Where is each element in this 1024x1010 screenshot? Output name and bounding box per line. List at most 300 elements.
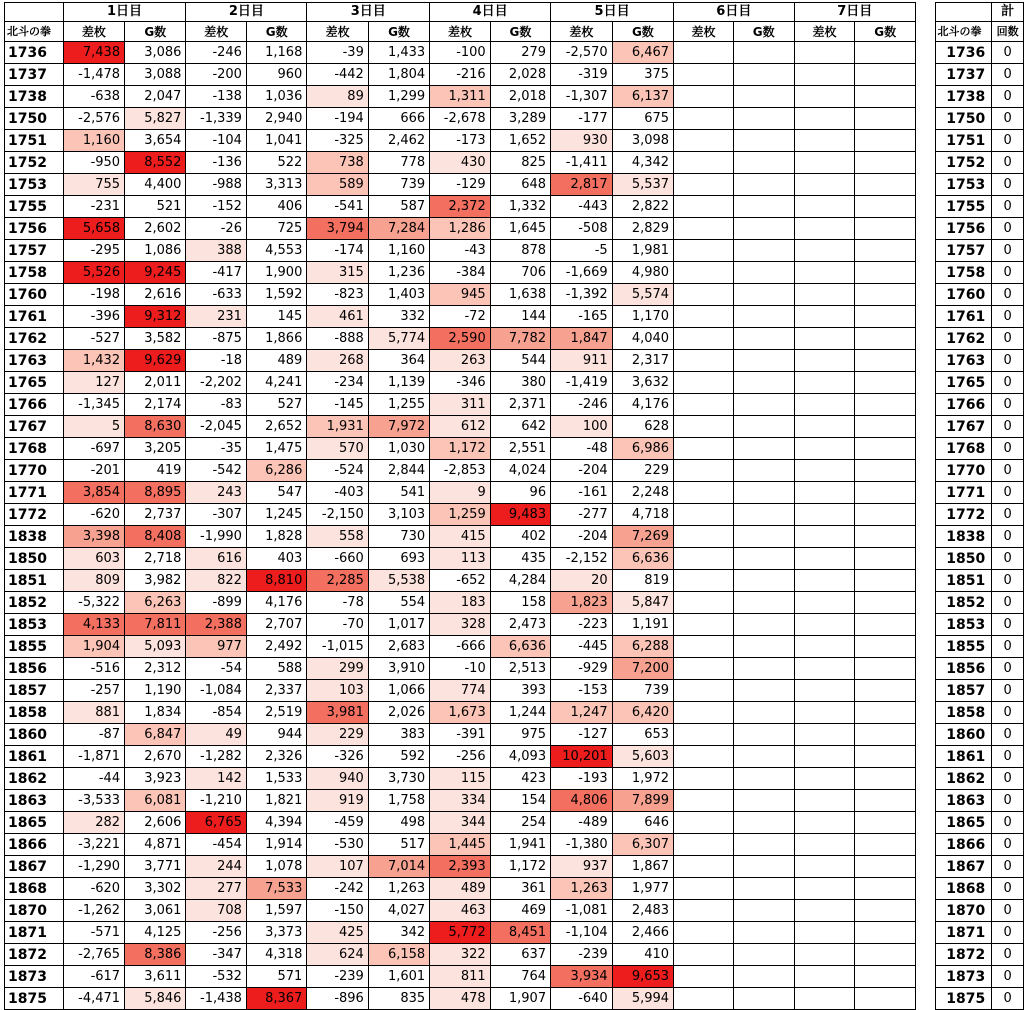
table-row (5, 614, 1024, 636)
diff-cell: 1,445 (430, 834, 491, 856)
empty-cell (855, 86, 916, 108)
games-cell: 637 (490, 944, 550, 966)
table-row (5, 152, 1024, 174)
diff-cell: -129 (430, 174, 491, 196)
empty-cell (794, 86, 855, 108)
games-cell: 1,244 (490, 702, 550, 724)
spacer-cell (916, 680, 936, 702)
diff-cell: -136 (186, 152, 247, 174)
games-cell: 6,636 (612, 548, 673, 570)
spacer-cell (916, 614, 936, 636)
games-cell: 8,810 (246, 570, 306, 592)
diff-cell: -204 (551, 526, 613, 548)
count-cell: 0 (992, 812, 1024, 834)
diff-cell: -396 (63, 306, 125, 328)
empty-cell (733, 856, 794, 878)
diff-cell: 708 (186, 900, 247, 922)
machine-number: 1738 (5, 86, 64, 108)
diff-cell: 5,772 (430, 922, 491, 944)
diff-cell: 3,934 (551, 966, 613, 988)
diff-cell: -459 (307, 812, 369, 834)
games-cell: 2,492 (246, 636, 306, 658)
games-cell: 403 (246, 548, 306, 570)
diff-cell: 2,393 (430, 856, 491, 878)
empty-cell (733, 284, 794, 306)
diff-cell: -70 (307, 614, 369, 636)
diff-cell: -445 (551, 636, 613, 658)
empty-cell (674, 262, 734, 284)
diff-cell: -200 (186, 64, 247, 86)
empty-cell (794, 966, 855, 988)
games-cell: 648 (490, 174, 550, 196)
empty-cell (794, 284, 855, 306)
empty-cell (794, 526, 855, 548)
games-cell: 587 (368, 196, 429, 218)
diff-cell: -295 (63, 240, 125, 262)
machine-number: 1765 (5, 372, 64, 394)
diff-cell: -2,576 (63, 108, 125, 130)
games-cell: 2,466 (612, 922, 673, 944)
empty-cell (674, 966, 734, 988)
empty-cell (674, 702, 734, 724)
games-cell: 3,582 (125, 328, 186, 350)
empty-cell (794, 504, 855, 526)
empty-cell (674, 614, 734, 636)
table-row (5, 900, 1024, 922)
diff-cell: -239 (551, 944, 613, 966)
diff-cell: -194 (307, 108, 369, 130)
empty-cell (733, 570, 794, 592)
empty-cell (674, 64, 734, 86)
diff-subheader: 差枚 (63, 22, 125, 42)
diff-cell: -193 (551, 768, 613, 790)
empty-cell (674, 86, 734, 108)
diff-cell: -660 (307, 548, 369, 570)
games-cell: 2,513 (490, 658, 550, 680)
diff-cell: -10 (430, 658, 491, 680)
count-cell: 0 (992, 878, 1024, 900)
count-cell: 0 (992, 372, 1024, 394)
machine-number-right: 1760 (935, 284, 992, 306)
count-cell: 0 (992, 306, 1024, 328)
table-row (5, 988, 1024, 1010)
machine-number: 1853 (5, 614, 64, 636)
empty-cell (855, 240, 916, 262)
diff-cell: -5,322 (63, 592, 125, 614)
count-cell: 0 (992, 922, 1024, 944)
empty-cell (733, 174, 794, 196)
diff-cell: -888 (307, 328, 369, 350)
diff-cell: 478 (430, 988, 491, 1010)
machine-number-right: 1758 (935, 262, 992, 284)
diff-cell: -54 (186, 658, 247, 680)
diff-cell: -875 (186, 328, 247, 350)
machine-number: 1868 (5, 878, 64, 900)
machine-number: 1860 (5, 724, 64, 746)
empty-cell (794, 900, 855, 922)
diff-cell: -542 (186, 460, 247, 482)
diff-cell: 755 (63, 174, 125, 196)
games-cell: 1,597 (246, 900, 306, 922)
machine-number: 1851 (5, 570, 64, 592)
empty-cell (674, 152, 734, 174)
diff-cell: -2,152 (551, 548, 613, 570)
empty-cell (855, 922, 916, 944)
diff-cell: -2,678 (430, 108, 491, 130)
table-row (5, 504, 1024, 526)
games-cell: 1,017 (368, 614, 429, 636)
diff-cell: 489 (430, 878, 491, 900)
table-row (5, 130, 1024, 152)
games-cell: 819 (612, 570, 673, 592)
empty-cell (674, 592, 734, 614)
games-cell: 6,986 (612, 438, 673, 460)
games-cell: 1,036 (246, 86, 306, 108)
diff-cell: -1,307 (551, 86, 613, 108)
empty-cell (733, 416, 794, 438)
diff-cell: -231 (63, 196, 125, 218)
count-cell: 0 (992, 746, 1024, 768)
diff-cell: -87 (63, 724, 125, 746)
spacer-cell (916, 130, 936, 152)
empty-cell (733, 658, 794, 680)
empty-cell (794, 680, 855, 702)
games-cell: 1,078 (246, 856, 306, 878)
diff-cell: -127 (551, 724, 613, 746)
diff-cell: -2,150 (307, 504, 369, 526)
diff-cell: 1,263 (551, 878, 613, 900)
games-cell: 4,176 (612, 394, 673, 416)
machine-number: 1770 (5, 460, 64, 482)
empty-cell (733, 988, 794, 1010)
empty-cell (855, 262, 916, 284)
diff-cell: -442 (307, 64, 369, 86)
diff-cell: -1,339 (186, 108, 247, 130)
diff-cell: 811 (430, 966, 491, 988)
games-cell: 642 (490, 416, 550, 438)
empty-cell (855, 812, 916, 834)
empty-cell (794, 42, 855, 64)
diff-cell: 1,286 (430, 218, 491, 240)
spacer-cell (916, 306, 936, 328)
empty-cell (674, 218, 734, 240)
count-cell: 0 (992, 856, 1024, 878)
empty-cell (674, 658, 734, 680)
empty-cell (794, 460, 855, 482)
machine-number-right: 1862 (935, 768, 992, 790)
table-row (5, 196, 1024, 218)
diff-cell: -516 (63, 658, 125, 680)
empty-cell (733, 834, 794, 856)
table-row (5, 240, 1024, 262)
diff-cell: 5,526 (63, 262, 125, 284)
games-cell: 2,940 (246, 108, 306, 130)
games-cell: 145 (246, 306, 306, 328)
games-cell: 4,980 (612, 262, 673, 284)
games-subheader: G数 (246, 22, 306, 42)
games-cell: 1,972 (612, 768, 673, 790)
games-cell: 3,086 (125, 42, 186, 64)
diff-cell: -1,104 (551, 922, 613, 944)
table-row (5, 790, 1024, 812)
diff-cell: 1,823 (551, 592, 613, 614)
diff-cell: -697 (63, 438, 125, 460)
diff-cell: -571 (63, 922, 125, 944)
machine-number: 1762 (5, 328, 64, 350)
diff-cell: -83 (186, 394, 247, 416)
empty-cell (733, 394, 794, 416)
diff-cell: -633 (186, 284, 247, 306)
machine-number-right: 1860 (935, 724, 992, 746)
count-cell: 0 (992, 350, 1024, 372)
machine-number: 1852 (5, 592, 64, 614)
diff-cell: -524 (307, 460, 369, 482)
games-cell: 1,168 (246, 42, 306, 64)
diff-cell: -26 (186, 218, 247, 240)
count-cell: 0 (992, 900, 1024, 922)
diff-cell: -2,853 (430, 460, 491, 482)
diff-cell: -666 (430, 636, 491, 658)
games-cell: 4,318 (246, 944, 306, 966)
table-row (5, 64, 1024, 86)
diff-cell: -277 (551, 504, 613, 526)
diff-cell: -246 (186, 42, 247, 64)
diff-subheader: 差枚 (430, 22, 491, 42)
diff-cell: 20 (551, 570, 613, 592)
games-subheader: G数 (855, 22, 916, 42)
empty-cell (733, 240, 794, 262)
machine-number: 1875 (5, 988, 64, 1010)
games-cell: 1,941 (490, 834, 550, 856)
empty-cell (794, 262, 855, 284)
diff-cell: 2,817 (551, 174, 613, 196)
count-cell: 0 (992, 790, 1024, 812)
table-row (5, 966, 1024, 988)
count-cell: 0 (992, 482, 1024, 504)
games-cell: 517 (368, 834, 429, 856)
games-cell: 1,255 (368, 394, 429, 416)
games-cell: 527 (246, 394, 306, 416)
games-cell: 380 (490, 372, 550, 394)
games-cell: 2,606 (125, 812, 186, 834)
diff-cell: -223 (551, 614, 613, 636)
diff-cell: -489 (551, 812, 613, 834)
spacer-cell (916, 328, 936, 350)
games-cell: 2,670 (125, 746, 186, 768)
diff-cell: 1,160 (63, 130, 125, 152)
diff-cell: -35 (186, 438, 247, 460)
games-cell: 544 (490, 350, 550, 372)
diff-cell: -1,871 (63, 746, 125, 768)
diff-cell: 1,247 (551, 702, 613, 724)
empty-cell (855, 152, 916, 174)
diff-cell: 344 (430, 812, 491, 834)
games-cell: 3,088 (125, 64, 186, 86)
machine-number: 1771 (5, 482, 64, 504)
diff-cell: -198 (63, 284, 125, 306)
empty-cell (733, 636, 794, 658)
games-cell: 592 (368, 746, 429, 768)
empty-cell (674, 130, 734, 152)
machine-number-right: 1861 (935, 746, 992, 768)
empty-cell (794, 636, 855, 658)
empty-cell (674, 636, 734, 658)
diff-cell: 277 (186, 878, 247, 900)
empty-cell (733, 548, 794, 570)
diff-cell: -530 (307, 834, 369, 856)
machine-number-right: 1737 (935, 64, 992, 86)
empty-cell (794, 592, 855, 614)
games-cell: 3,632 (612, 372, 673, 394)
machine-number-right: 1871 (935, 922, 992, 944)
games-cell: 1,160 (368, 240, 429, 262)
games-cell: 7,200 (612, 658, 673, 680)
count-cell: 0 (992, 328, 1024, 350)
empty-cell (794, 988, 855, 1010)
empty-cell (674, 900, 734, 922)
games-cell: 975 (490, 724, 550, 746)
empty-cell (855, 42, 916, 64)
machine-number-right: 1856 (935, 658, 992, 680)
diff-cell: 603 (63, 548, 125, 570)
count-cell: 0 (992, 240, 1024, 262)
machine-number: 1753 (5, 174, 64, 196)
empty-cell (855, 218, 916, 240)
empty-cell (674, 724, 734, 746)
games-cell: 1,332 (490, 196, 550, 218)
spacer-cell (916, 900, 936, 922)
spacer-cell (916, 856, 936, 878)
machine-number-right: 1750 (935, 108, 992, 130)
empty-cell (794, 240, 855, 262)
count-cell: 0 (992, 108, 1024, 130)
table-row (5, 636, 1024, 658)
empty-cell (794, 746, 855, 768)
games-cell: 1,907 (490, 988, 550, 1010)
games-cell: 835 (368, 988, 429, 1010)
count-cell: 0 (992, 966, 1024, 988)
games-cell: 1,245 (246, 504, 306, 526)
empty-cell (855, 482, 916, 504)
diff-cell: -854 (186, 702, 247, 724)
games-subheader: G数 (125, 22, 186, 42)
spacer-cell (916, 922, 936, 944)
empty-cell (794, 768, 855, 790)
empty-cell (733, 438, 794, 460)
games-cell: 2,483 (612, 900, 673, 922)
games-cell: 1,191 (612, 614, 673, 636)
games-cell: 2,047 (125, 86, 186, 108)
games-cell: 6,636 (490, 636, 550, 658)
diff-cell: 142 (186, 768, 247, 790)
diff-cell: -307 (186, 504, 247, 526)
machine-number: 1866 (5, 834, 64, 856)
games-cell: 9,483 (490, 504, 550, 526)
games-cell: 8,386 (125, 944, 186, 966)
diff-cell: -48 (551, 438, 613, 460)
machine-number: 1861 (5, 746, 64, 768)
spacer-cell (916, 504, 936, 526)
games-cell: 3,302 (125, 878, 186, 900)
diff-cell: 911 (551, 350, 613, 372)
diff-cell: 115 (430, 768, 491, 790)
machine-number-right: 1765 (935, 372, 992, 394)
games-cell: 666 (368, 108, 429, 130)
machine-number: 1871 (5, 922, 64, 944)
machine-number-right: 1751 (935, 130, 992, 152)
diff-cell: 3,854 (63, 482, 125, 504)
count-cell: 0 (992, 944, 1024, 966)
diff-cell: -1,290 (63, 856, 125, 878)
empty-cell (794, 394, 855, 416)
machine-number-right: 1753 (935, 174, 992, 196)
diff-cell: -347 (186, 944, 247, 966)
empty-cell (794, 570, 855, 592)
games-cell: 498 (368, 812, 429, 834)
diff-cell: 334 (430, 790, 491, 812)
spacer-cell (916, 944, 936, 966)
games-cell: 4,125 (125, 922, 186, 944)
empty-cell (674, 196, 734, 218)
diff-cell: 100 (551, 416, 613, 438)
games-cell: 8,630 (125, 416, 186, 438)
diff-cell: -234 (307, 372, 369, 394)
games-cell: 2,174 (125, 394, 186, 416)
games-cell: 9,312 (125, 306, 186, 328)
diff-cell: -138 (186, 86, 247, 108)
games-cell: 1,867 (612, 856, 673, 878)
empty-cell (855, 878, 916, 900)
count-cell: 0 (992, 86, 1024, 108)
count-cell: 0 (992, 570, 1024, 592)
machine-number: 1862 (5, 768, 64, 790)
count-cell: 0 (992, 284, 1024, 306)
empty-cell (794, 174, 855, 196)
games-cell: 4,871 (125, 834, 186, 856)
diff-subheader: 差枚 (307, 22, 369, 42)
count-cell: 0 (992, 548, 1024, 570)
empty-cell (733, 86, 794, 108)
diff-cell: 4,133 (63, 614, 125, 636)
games-cell: 4,553 (246, 240, 306, 262)
games-cell: 1,030 (368, 438, 429, 460)
games-cell: 6,263 (125, 592, 186, 614)
table-row (5, 592, 1024, 614)
spacer-cell (916, 988, 936, 1010)
diff-cell: -1,419 (551, 372, 613, 394)
diff-cell: -246 (551, 394, 613, 416)
games-cell: 2,312 (125, 658, 186, 680)
empty-cell (733, 526, 794, 548)
corner-cell (5, 3, 64, 22)
empty-cell (855, 394, 916, 416)
machine-number: 1750 (5, 108, 64, 130)
spacer-cell (916, 218, 936, 240)
empty-cell (733, 460, 794, 482)
table-row (5, 394, 1024, 416)
empty-cell (674, 812, 734, 834)
games-cell: 3,103 (368, 504, 429, 526)
games-cell: 2,707 (246, 614, 306, 636)
games-cell: 6,137 (612, 86, 673, 108)
games-cell: 5,847 (612, 592, 673, 614)
games-cell: 4,284 (490, 570, 550, 592)
machine-number-right: 1738 (935, 86, 992, 108)
diff-cell: -1,380 (551, 834, 613, 856)
machine-number: 1751 (5, 130, 64, 152)
spacer-cell (916, 196, 936, 218)
diff-cell: -1,669 (551, 262, 613, 284)
